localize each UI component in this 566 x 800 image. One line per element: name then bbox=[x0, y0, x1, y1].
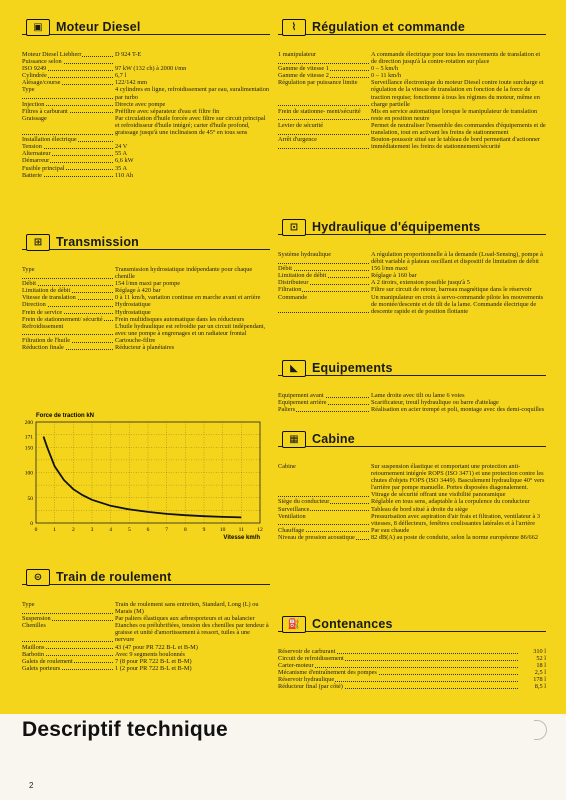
chart-xlabel: Vitesse km/h bbox=[223, 535, 260, 541]
spec-row bbox=[22, 79, 270, 86]
spec-value: Surveillance électronique du moteur Diesel contre toute surcharge et régulation de la vitesse de translation en fonction de la force de traction requise; fonctionne à tous les régimes du moteur, même en charge partielle bbox=[371, 79, 544, 108]
spec-label: Siège du conducteur bbox=[278, 498, 371, 505]
section-moteur bbox=[22, 20, 270, 179]
spec-row bbox=[278, 463, 546, 498]
section-title: Transmission bbox=[56, 235, 139, 249]
spec-label: Limitation de débit bbox=[22, 287, 115, 294]
chart-xtick-label: 9 bbox=[202, 527, 206, 533]
spec-label: Paliers bbox=[278, 406, 371, 413]
spec-label: Cylindrée bbox=[22, 72, 115, 79]
spec-label: Filtration de l'huile bbox=[22, 337, 115, 344]
spec-label: Type bbox=[22, 266, 115, 280]
spec-list bbox=[278, 392, 546, 413]
spec-label: Alésage/course bbox=[22, 79, 115, 86]
spec-value: A régulation proportionnelle à la demande (Load-Sensing), pompe à débit variable à plateau oscillant et dispositif de limitation de débit bbox=[371, 251, 543, 266]
spec-value: 43 (47 pour PR 722 B-L et B-M) bbox=[115, 643, 198, 651]
spec-value: L'huile hydraulique est refroidie par un circuit indépendant, avec une pompe à engrenages et un radiateur frontal bbox=[115, 322, 266, 337]
spec-label: Filtration bbox=[278, 286, 371, 293]
spec-row bbox=[22, 294, 270, 301]
chart-xtick-label: 11 bbox=[238, 527, 244, 533]
spec-label: Frein de stationnement/ sécurité bbox=[22, 316, 115, 323]
spec-value: 178 l bbox=[533, 676, 546, 684]
spec-label: Galets de roulement bbox=[22, 658, 115, 665]
spec-list bbox=[278, 51, 546, 150]
spec-value: 156 l/mn maxi bbox=[371, 265, 408, 273]
spec-value: 52 l bbox=[536, 655, 546, 663]
chart-ytick-label: 100 bbox=[24, 470, 33, 477]
spec-row bbox=[278, 286, 546, 293]
spec-row bbox=[22, 344, 270, 351]
spec-label: Barbotin bbox=[22, 651, 115, 658]
spec-value: Avec 9 segments boulonnés bbox=[115, 650, 186, 658]
chart-xtick-label: 12 bbox=[257, 527, 263, 533]
chart-xtick-label: 2 bbox=[71, 527, 75, 533]
spec-label: Circuit de refroidissement bbox=[278, 655, 520, 662]
spec-list bbox=[278, 648, 546, 691]
spec-row bbox=[22, 665, 270, 672]
spec-value: Réducteur à planétaires bbox=[115, 344, 175, 352]
spec-row bbox=[278, 272, 546, 279]
section-title: Equipements bbox=[312, 361, 393, 375]
spec-label: Type bbox=[22, 601, 115, 615]
spec-list bbox=[22, 266, 270, 351]
spec-row bbox=[278, 79, 546, 107]
page-title: Descriptif technique bbox=[22, 718, 228, 741]
spec-row bbox=[22, 622, 270, 643]
chart-xtick-label: 8 bbox=[183, 527, 187, 533]
spec-row bbox=[22, 601, 270, 615]
spec-value: Etanches ou prélubrifiées, tension des chenilles par tendeur à graisse et unité d'amortissement à ressort, tuiles à une nervure bbox=[115, 622, 269, 644]
spec-label: Chenilles bbox=[22, 622, 115, 643]
spec-row bbox=[22, 143, 270, 150]
spec-label: Galets porteurs bbox=[22, 665, 115, 672]
spec-value: Pressurisation avec aspiration d'air frais et filtration, ventilateur à 3 vitesses, 8 déflecteurs, fenêtres coulissantes latérales et à l'arrière bbox=[371, 512, 540, 527]
spec-label: Réducteur final (par côté) bbox=[278, 683, 520, 690]
spec-label: Moteur Diesel Liebherr bbox=[22, 51, 115, 58]
spec-value: 2,5 l bbox=[534, 669, 546, 677]
chart-ytick-label: 0 bbox=[30, 521, 33, 527]
spec-row bbox=[22, 337, 270, 344]
chart-ytick-label: 171 bbox=[24, 434, 33, 441]
section-title: Cabine bbox=[312, 432, 355, 446]
spec-row bbox=[22, 309, 270, 316]
spec-row bbox=[278, 251, 546, 265]
spec-value: Mis en service automatique lorsque le manipulateur de translation reste en position neutre bbox=[371, 107, 538, 122]
spec-list bbox=[22, 601, 270, 672]
spec-label: Refroidissement bbox=[22, 323, 115, 337]
track-icon: ⊝ bbox=[26, 569, 50, 586]
spec-value: Préfiltre avec séparateur d'eau et filtre fin bbox=[115, 107, 220, 115]
engine-icon: ▣ bbox=[26, 19, 50, 36]
spec-label: Type bbox=[22, 86, 115, 100]
spec-value: Réalisation en acier trempé et poli, montage avec des demi-coquilles bbox=[371, 406, 545, 414]
spec-row bbox=[22, 615, 270, 622]
spec-row bbox=[278, 534, 546, 541]
spec-row bbox=[22, 172, 270, 179]
spec-row bbox=[22, 658, 270, 665]
section-regulation bbox=[278, 20, 546, 151]
spec-label: Surveillance bbox=[278, 506, 371, 513]
chart-xtick-label: 4 bbox=[109, 527, 113, 533]
section-cabine bbox=[278, 432, 546, 541]
spec-value: Directe avec pompe bbox=[115, 100, 166, 108]
spec-label: Batterie bbox=[22, 172, 115, 179]
spec-row bbox=[278, 51, 546, 65]
section-title: Hydraulique d'équipements bbox=[312, 220, 481, 234]
lever-icon: ⌇ bbox=[282, 19, 306, 36]
spec-value: Réglable en tous sens, adaptable à la corpulence du conducteur bbox=[371, 498, 530, 506]
spec-label: Chauffage bbox=[278, 527, 371, 534]
spec-label: ISO 9249 bbox=[22, 65, 115, 72]
spec-value: Transmission hydrostatique indépendante pour chaque chenille bbox=[115, 266, 253, 281]
section-title: Contenances bbox=[312, 617, 393, 631]
section-title: Moteur Diesel bbox=[56, 20, 141, 34]
spec-row bbox=[22, 108, 270, 115]
spec-value: A commande électrique pour tous les mouvements de translation et de direction jusqu'à la contre-rotation sur place bbox=[371, 51, 541, 66]
chart-title: Force de traction kN bbox=[36, 413, 95, 419]
spec-label: Installation électrique bbox=[22, 136, 115, 143]
spec-label: Commande bbox=[278, 294, 371, 315]
spec-value: 122/142 mm bbox=[115, 79, 148, 87]
spec-row bbox=[22, 644, 270, 651]
spec-value: Sur suspension élastique et comportant une protection anti-retournement intégrée ROPS (ISO 3471) et une protection contre les chutes d'objets FOPS (ISO 3449). Basculement hydraulique 40° vers l'arrière par pompe manuelle. Portes disposées diagonalement. Vitrage de sécurité offrant une visibilité panoramique bbox=[371, 463, 545, 499]
spec-row bbox=[22, 136, 270, 143]
spec-value: Bouton-poussoir situé sur le tableau de bord permettant d'actionner immédiatement les freins de stationnement/sécurité bbox=[371, 136, 541, 151]
spec-row bbox=[278, 513, 546, 527]
spec-row bbox=[22, 115, 270, 136]
spec-row bbox=[22, 323, 270, 337]
spec-value: 82 dB(A) au poste de conduite, selon la norme européenne 86/662 bbox=[371, 533, 538, 541]
spec-label: Suspension bbox=[22, 615, 115, 622]
chart-xtick-label: 10 bbox=[219, 527, 226, 533]
chart-xtick-label: 7 bbox=[165, 527, 169, 533]
spec-label: Direction bbox=[22, 301, 115, 308]
section-title: Train de roulement bbox=[56, 570, 172, 584]
spec-value: 6,6 kW bbox=[115, 157, 134, 165]
spec-row bbox=[22, 651, 270, 658]
chart-xtick-label: 6 bbox=[146, 527, 150, 533]
spec-value: Lame droite avec tilt ou lame 6 voies bbox=[371, 392, 465, 399]
fuel-nozzle-icon: ⛽ bbox=[282, 616, 306, 633]
section-contenances bbox=[278, 617, 546, 691]
cabin-icon: ▦ bbox=[282, 431, 306, 448]
spec-label: Levier de sécurité bbox=[278, 122, 371, 136]
spec-value: 7 (8 pour PR 722 B-L et B-M) bbox=[115, 657, 192, 665]
spec-row bbox=[22, 301, 270, 308]
hydraulic-icon: ⊡ bbox=[282, 219, 306, 236]
section-hydraulique bbox=[278, 220, 546, 315]
spec-value: Par circulation d'huile forcée avec filtre sur circuit principal et refroidisseur d'huile intégré; carter d'huile profond, graissage jusqu'à une inclinaison de 45° en tous sens bbox=[115, 114, 266, 137]
spec-row bbox=[278, 279, 546, 286]
spec-value: Réglage à 420 bar bbox=[115, 287, 161, 295]
spec-row bbox=[278, 506, 546, 513]
spec-value: 97 kW (132 ch) à 2000 t/mn bbox=[115, 65, 187, 73]
spec-row bbox=[278, 136, 546, 150]
spec-value: 6,7 l bbox=[115, 72, 127, 80]
spec-label: Graissage bbox=[22, 115, 115, 136]
spec-label: Fusible principal bbox=[22, 165, 115, 172]
spec-label: Gamme de vitesse 2 bbox=[278, 72, 371, 79]
spec-value: 18 l bbox=[536, 662, 546, 670]
spec-value: 110 Ah bbox=[115, 171, 134, 179]
spec-row bbox=[22, 266, 270, 280]
spec-value bbox=[115, 58, 270, 65]
section-train bbox=[22, 570, 270, 672]
section-title: Régulation et commande bbox=[312, 20, 466, 34]
spec-row bbox=[278, 399, 546, 406]
transmission-icon: ⊞ bbox=[26, 234, 50, 251]
spec-label: Réduction finale bbox=[22, 344, 115, 351]
spec-label: Equipement avant bbox=[278, 392, 371, 399]
spec-value: Réglage à 160 bar bbox=[371, 272, 417, 280]
spec-label: Mécanisme d'entraînement des pompes bbox=[278, 669, 520, 676]
chart-xtick-label: 0 bbox=[34, 527, 38, 533]
spec-value: Hydrostatique bbox=[115, 301, 151, 309]
spec-label: Démarreur bbox=[22, 157, 115, 164]
spec-row bbox=[278, 406, 546, 413]
spec-value: 35 A bbox=[115, 164, 128, 172]
spec-label: Maillons bbox=[22, 644, 115, 651]
spec-label: Alternateur bbox=[22, 150, 115, 157]
spec-row bbox=[22, 316, 270, 323]
section-equipements bbox=[278, 361, 546, 414]
section-transmission bbox=[22, 235, 270, 352]
spec-row bbox=[278, 655, 546, 662]
spec-row bbox=[22, 165, 270, 172]
spec-value: 0 – 5 km/h bbox=[371, 65, 399, 73]
spec-row bbox=[22, 58, 270, 65]
chart-xtick-label: 3 bbox=[90, 527, 94, 533]
spec-label: Cabine bbox=[278, 463, 371, 498]
spec-label: Régulation par puissance limite bbox=[278, 79, 371, 107]
spec-value: Un manipulateur en croix à servo-commande pilote les mouvements de montée/descente et de tilt de la lame. Commande électrique de descente rapide et de position flottante bbox=[371, 293, 544, 315]
spec-value: Tableau de bord situé à droite du siège bbox=[371, 505, 468, 513]
traction-chart bbox=[22, 411, 270, 545]
spec-list bbox=[278, 463, 546, 541]
spec-row bbox=[278, 498, 546, 505]
chart-xtick-label: 5 bbox=[127, 527, 131, 533]
chart-xtick-label: 1 bbox=[53, 527, 57, 533]
spec-label: Carter-moteur bbox=[278, 662, 520, 669]
spec-label: Réservoir de carburant bbox=[278, 648, 520, 655]
spec-value: Scarificateur, treuil hydraulique ou barre d'attelage bbox=[371, 399, 499, 407]
spec-value: 24 V bbox=[115, 143, 128, 151]
spec-label: Injection bbox=[22, 101, 115, 108]
page-number: 2 bbox=[29, 781, 34, 790]
spec-row bbox=[22, 65, 270, 72]
spec-value: 8,5 l bbox=[534, 683, 546, 691]
spec-value: 154 l/mn maxi par pompe bbox=[115, 280, 181, 288]
spec-label: Niveau de pression acoustique bbox=[278, 534, 371, 541]
chart-ytick-label: 200 bbox=[24, 420, 33, 426]
spec-label: Réservoir hydraulique bbox=[278, 676, 520, 683]
spec-value: A 2 tiroirs, extension possible jusqu'à 5 bbox=[371, 279, 470, 287]
spec-value: Hydrostatique bbox=[115, 308, 151, 316]
spec-row bbox=[278, 122, 546, 136]
spec-value: 310 l bbox=[533, 648, 546, 655]
spec-label: Gamme de vitesse 1 bbox=[278, 65, 371, 72]
spec-row bbox=[22, 157, 270, 164]
spec-label: Filtres à carburant bbox=[22, 108, 115, 115]
spec-value: Par paliers élastiques aux arbresporteurs et au balancier bbox=[115, 615, 255, 623]
spec-value: 1 (2 pour PR 722 B-L et B-M) bbox=[115, 664, 192, 672]
spec-label: Frein de stationne- ment/sécurité bbox=[278, 108, 371, 122]
spec-value: 0 à 11 km/h, variation continue en marche avant et arrière bbox=[115, 294, 261, 302]
spec-row bbox=[278, 108, 546, 122]
spec-value: 55 A bbox=[115, 150, 128, 158]
spec-row bbox=[278, 294, 546, 315]
spec-label: Tension bbox=[22, 143, 115, 150]
spec-label: 1 manipulateur bbox=[278, 51, 371, 65]
spec-value bbox=[115, 136, 270, 143]
spec-label: Ventilation bbox=[278, 513, 371, 527]
spec-label: Vitesse de translation bbox=[22, 294, 115, 301]
spec-label: Débit bbox=[22, 280, 115, 287]
blade-icon: ◣ bbox=[282, 360, 306, 377]
spec-row bbox=[22, 150, 270, 157]
spec-value: Cartouche-filtre bbox=[115, 336, 156, 344]
spec-label: Débit bbox=[278, 265, 371, 272]
spec-row bbox=[278, 683, 546, 690]
spec-value: Train de roulement sans entretien, Standard, Long (L) ou Marais (M) bbox=[115, 601, 259, 616]
spec-value: D 924 T-E bbox=[115, 51, 142, 58]
spec-list bbox=[22, 51, 270, 179]
chart-ytick-label: 50 bbox=[27, 495, 33, 502]
spec-row bbox=[22, 101, 270, 108]
spec-value: Par eau chaude bbox=[371, 526, 410, 534]
spec-label: Frein de service bbox=[22, 309, 115, 316]
spec-label: Puissance selon bbox=[22, 58, 115, 65]
spec-label: Equipement arrière bbox=[278, 399, 371, 406]
spec-label: Système hydraulique bbox=[278, 251, 371, 265]
spec-label: Arrêt d'urgence bbox=[278, 136, 371, 150]
spec-value: Permet de neutraliser l'ensemble des commandes d'équipements et de translation, tout en activant les freins de stationnement bbox=[371, 121, 546, 137]
spec-row bbox=[22, 86, 270, 100]
spec-row bbox=[278, 527, 546, 534]
spec-value: 4 cylindres en ligne, refroidissement par eau, suralimentation par turbo bbox=[115, 86, 270, 101]
spec-value: Frein multidisques automatique dans les réducteurs bbox=[115, 315, 245, 323]
spec-label: Limitation de débit bbox=[278, 272, 371, 279]
spec-label: Distributeur bbox=[278, 279, 371, 286]
spec-value: Filtre sur circuit de retour, barreau magnétique dans le réservoir bbox=[371, 286, 532, 294]
chart-ytick-label: 150 bbox=[24, 445, 33, 452]
spec-value: 0 – 11 km/h bbox=[371, 72, 402, 80]
spec-list bbox=[278, 251, 546, 315]
